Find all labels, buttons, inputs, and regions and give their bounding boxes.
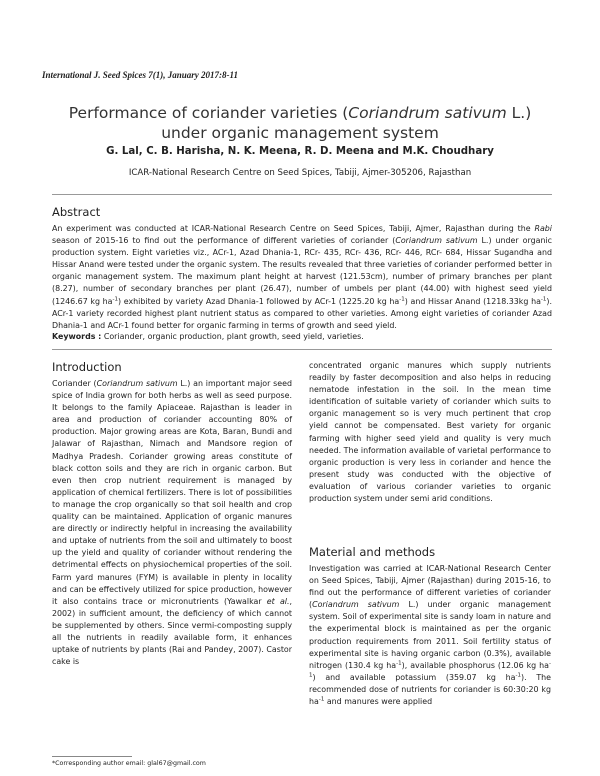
- authors: G. Lal, C. B. Harisha, N. K. Meena, R. D. Meena and M.K. Choudhary: [106, 146, 494, 157]
- keywords: [52, 332, 552, 341]
- abstract-text: An experiment was conducted at ICAR-National Research Centre on Seed Spices, Tabiji, Ajmer, Rajasthan during the Rabi season of 2015-16 to find out the performance of different varieties of coriander (Coriandrum sativum L.) under organic production system. Eight varieties viz., ACr-1, Azad Dhania-1, RCr- 435, RCr- 436, RCr- 446, RCr- 684, Hissar Sugandha and Hissar Anand were tested under the organic system. The results revealed that three varieties of coriander performed better in organic management system. The maximum plant height at harvest (121.53cm), number of primary branches per plant (8.27), number of secondary branches per plant (26.47), number of umbels per plant (44.00) with highest seed yield (1246.67 kg $ha^{-1}$) exhibited by variety Azad Dhania-1 followed by ACr-1 (1225.20 kg $ha^{-1}$) and Hissar Anand (1218.33kg $ha^{-1}$). ACr-1 variety recorded highest plant nutrient status as compared to other varieties. Among eight varieties of coriander Azad Dhania-1 and ACr-1 found better for organic farming in terms of growth and seed yield.: [52, 224, 552, 330]
- title-species: Coriandrum sativum: [348, 104, 507, 122]
- methods-text: Investigation was carried at ICAR-National Research Center on Seed Spices, Tabiji, Ajmer (Rajasthan) during 2015-16, to find out the performance of different varieties of coriander (Coriandrum sativum L.) under organic management system. Soil of experimental site is sandy loam in nature and the experimental block is maintained as per the organic production requirements from 2011. Soil fertility status of experimental site is having organic carbon (0.3%), available nitrogen (130.4 kg $ha^{-1}$), available phosphorus (12.06 kg $ha^{-1}$) and available potassium (359.07 kg $ha^{-1}$). The recommended dose of nutrients for coriander is 60:30:20 kg $ha^{-1}$ and manures were applied: [309, 564, 551, 707]
- footnote-rule: [52, 756, 132, 757]
- introduction-text-right: concentrated organic manures which supply nutrients readily by faster decomposition and also helps in reducing nematode infestation in the soil. In the mean time identification of suitable variety of coriander which suits to organic management so is very much pertinent that crop yield cannot be compensated. Best variety for organic farming with higher seed yield and quality is very much needed. The information available of varietal performance to organic production is very less in coriander and hence the present study was conducted with the objective of evaluation of various coriander varieties to organic production system under semi arid conditions.: [309, 361, 551, 504]
- paper-title: [40, 103, 560, 143]
- keywords-label: Keywords :: [52, 332, 102, 341]
- title-line1-post: L.): [506, 104, 532, 122]
- introduction-text-left: Coriander (Coriandrum sativum L.) an important major seed spice of India grown for both herbs as well as seed purpose. It belongs to the family Apiaceae. Rajasthan is leader in area and production of coriander accounting 80% of production. Major growing areas are Kota, Baran, Bundi and Jalawar of Rajasthan, Nimach and Mandsore region of Madhya Pradesh. Coriander growing areas constitute of black cotton soils and they are rich in organic carbon. But even then crop nutrient requirement is managed by application of chemical fertilizers. There is lot of possibilities to manage the crop organically so that soil health and crop quality can be maintained. Application of organic manures are directly or indirectly helpful in increasing the availability and uptake of nutrients from the soil and ultimately to boost up the yield and quality of coriander without rendering the detrimental effects on physiochemical properties of the soil. Farm yard manures (FYM) is available in plenty in locality and can be effectively utilized for spice production, however it also contains trace or micronutrients (Yawalkar et al., 2002) in sufficient amount, the deficiency of which cannot be supplemented by others. Since vermi-composting supply all the nutrients in readily available form, it enhances uptake of nutrients by plants (Rai and Pandey, 2007). Castor cake is: [52, 379, 292, 667]
- title-line1-pre: Performance of coriander varieties (: [68, 104, 349, 122]
- keywords-text: Coriander, organic production, plant growth, seed yield, varieties.: [101, 332, 364, 341]
- title-line2: under organic management system: [161, 124, 439, 142]
- methods-heading: Material and methods: [309, 545, 436, 559]
- introduction-heading: Introduction: [52, 360, 122, 374]
- divider-bottom: [52, 349, 552, 350]
- affiliation: ICAR-National Research Centre on Seed Spices, Tabiji, Ajmer-305206, Rajasthan: [128, 168, 472, 178]
- footnote: *Corresponding author email: glal67@gmail.com: [52, 760, 206, 767]
- divider-top: [52, 194, 552, 195]
- abstract-heading: Abstract: [52, 205, 101, 219]
- journal-citation: International J. Seed Spices 7(1), January 2017:8-11: [42, 70, 239, 80]
